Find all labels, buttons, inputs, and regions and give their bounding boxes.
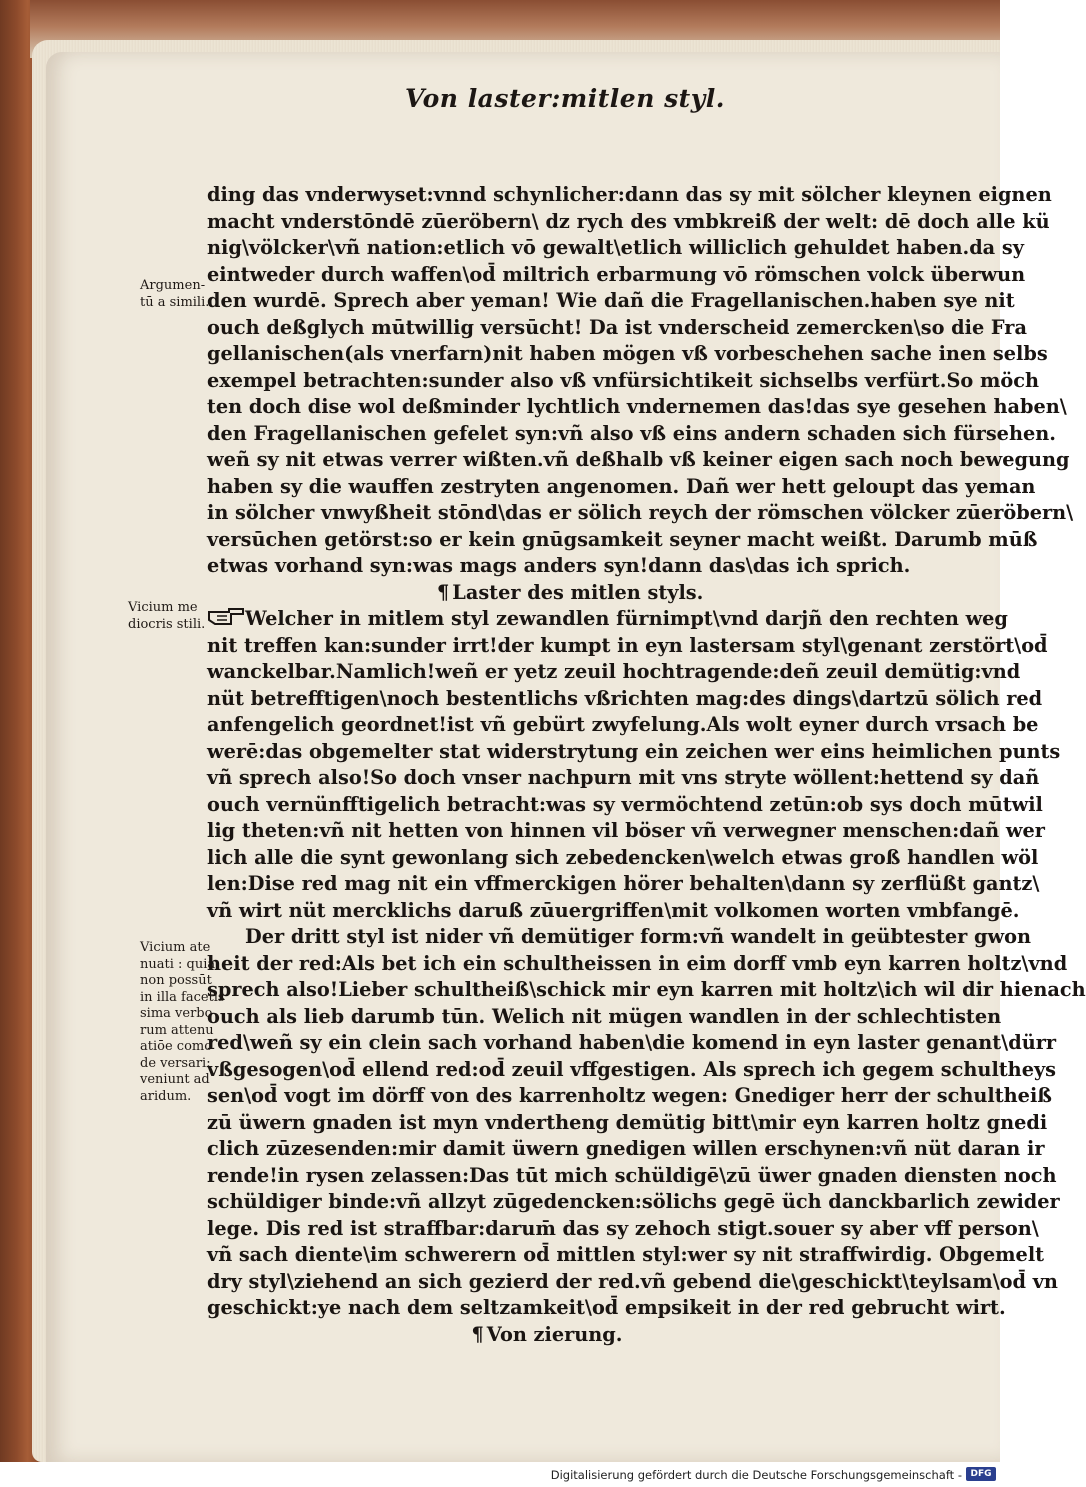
main-text xyxy=(207,182,1086,1348)
text-line: exempel betrachten:sunder also vß vnfürsichtikeit sichselbs verfürt.So möch xyxy=(207,368,1040,392)
marginal-line: non possūt xyxy=(140,973,212,988)
text-line: den Fragellanischen gefelet syn:vñ also vß eins andern schaden sich fürsehen. xyxy=(207,421,1056,445)
text-line: lich alle die synt gewonlang sich zebedencken\welch etwas groß handlen wöl xyxy=(207,845,1039,869)
text-line: haben sy die wauffen zestryten angenomen. Dañ wer hett geloupt das yeman xyxy=(207,474,1036,498)
text-line: vñ sprech also!So doch vnser nachpurn mit vns stryte wöllent:hettend sy dañ xyxy=(207,766,1040,789)
text-line: ding das vnderwyset:vnnd schynlicher:dann das sy mit sölcher kleynen eignen xyxy=(207,183,1052,206)
marginal-line: Argumen- xyxy=(140,278,206,293)
footer-credit: Digitalisierung gefördert durch die Deutsche Forschungsgemeinschaft - xyxy=(550,1468,962,1482)
marginal-line: nuati : quia xyxy=(140,956,216,972)
marginal-line: de versari: xyxy=(140,1055,211,1071)
text-line: ouch als lieb darumb tūn. Welich nit mügen wandlen in der schlechtisten xyxy=(207,1004,1002,1028)
text-line: nit treffen kan:sunder irrt!der kumpt in eyn lastersam styl\genant zerstört\od̄ xyxy=(207,633,1048,657)
running-head: Von laster:mitlen styl. xyxy=(405,84,725,113)
text-line: geschickt:ye nach dem seltzamkeit\od̄ empsikeit in der red gebrucht wirt. xyxy=(207,1296,1006,1319)
text-line: in sölcher vnwyßheit stōnd\das er sölich reych der römschen völcker zūeröbern\ xyxy=(207,501,1074,524)
text-line: lege. Dis red ist straffbar:darum̄ das sy zehoch stigt.souer sy aber vff person\ xyxy=(207,1216,1039,1240)
text-line: anfengelich geordnet!ist vñ gebürt zwyfelung.Als wolt eyner durch vrsach be xyxy=(207,713,1039,736)
text-line: ouch deßglych mūtwillig versūcht! Da ist vnderscheid zemercken\so die Fra xyxy=(207,315,1027,339)
marginal-line: rum attenu xyxy=(140,1022,214,1038)
text-line: nig\völcker\vñ nation:etlich vō gewalt\etlich williclich gehuldet haben.da sy xyxy=(207,236,1024,259)
text-line: versūchen getörst:so er kein gnūgsamkeit seyner macht weißt. Darumb mūß xyxy=(207,527,1038,551)
text-line: len:Dise red mag nit ein vffmerckigen hörer behalten\dann sy zerflüßt gantz\ xyxy=(207,872,1040,895)
text-line: etwas vorhand syn:was mags anders syn!dann das\das ich sprich. xyxy=(207,554,911,577)
section-heading xyxy=(207,580,887,607)
marginal-line: in illa facetis xyxy=(140,989,225,1005)
marginal-line: veniunt ad xyxy=(140,1072,210,1087)
text-line: vñ sach diente\im schwerern od̄ mittlen styl:wer sy nit straffwirdig. Obgemelt xyxy=(207,1243,1045,1266)
pilcrow-icon: ¶ xyxy=(471,1322,484,1346)
text-line: zū üwern gnaden ist myn vndertheng demütig bitt\mir eyn karren holtz gnedi xyxy=(207,1110,1048,1134)
section-heading-text: Laster des mitlen styls. xyxy=(452,580,704,604)
text-line: gellanischen(als vnerfarn)nit haben mögen vß vorbeschehen sache inen selbs xyxy=(207,342,1048,365)
text-line: red\weñ sy ein clein sach vorhand haben\die komend in eyn laster genant\dürr xyxy=(207,1031,1057,1054)
text-line: wanckelbar.Namlich!weñ er yetz zeuil hochtragende:deñ zeuil demütig:vnd xyxy=(207,660,1021,683)
marginal-line: Vicium ate xyxy=(140,940,211,955)
text-line: weñ sy nit etwas verrer wißten.vñ deßhalb vß keiner eigen sach noch bewegung xyxy=(207,448,1070,471)
text-line: Der dritt styl ist nider vñ demütiger form:vñ wandelt in geübtester gwon xyxy=(245,925,1031,948)
text-line: sprech also!Lieber schultheiß\schick mir eyn karren mit holtz\ich wil dir hienach xyxy=(207,978,1086,1001)
marginal-line: tū a simili. xyxy=(140,294,210,310)
marginal-line: sima verbo xyxy=(140,1006,213,1021)
text-line: den wurdē. Sprech aber yeman! Wie dañ die Fragellanischen.haben sye nit xyxy=(207,289,1015,312)
text-line: ouch vernünfftigelich betracht:was sy vermöchtend zetūn:ob sys doch mūtwil xyxy=(207,792,1043,816)
text-line: schüldiger binde:vñ allzyt zūgedencken:sölichs gegē üch danckbarlich zewider xyxy=(207,1190,1060,1213)
text-line: Welcher in mitlem styl zewandlen fürnimpt\vnd darjñ den rechten weg xyxy=(245,607,1008,630)
text-line: vßgesogen\od̄ ellend red:od̄ zeuil vffgestigen. Als sprech ich gegem schultheys xyxy=(207,1057,1057,1081)
text-line: lig theten:vñ nit hetten von hinnen vil böser vñ verwegner menschen:dañ wer xyxy=(207,819,1045,842)
marginal-line: diocris stili. xyxy=(128,616,206,632)
section-heading-text: Von zierung. xyxy=(486,1322,623,1346)
text-line: sen\od̄ vogt im dörff von des karrenholtz wegen: Gnediger herr der schultheiß xyxy=(207,1084,1052,1107)
dfg-logo-icon: DFG xyxy=(966,1467,996,1481)
text-line: nüt betrefftigen\noch bestentlichs vßrichten mag:des dings\dartzū sölich red xyxy=(207,686,1043,710)
pilcrow-icon: ¶ xyxy=(437,580,450,604)
text-line: dry styl\ziehend an sich gezierd der red.vñ gebend die\geschickt\teylsam\od̄ vn xyxy=(207,1269,1058,1293)
text-line: werē:das obgemelter stat widerstrytung ein zeichen wer eins heimlichen punts xyxy=(207,739,1061,763)
marginal-line: atiōe como xyxy=(140,1039,213,1054)
text-line: heit der red:Als bet ich ein schultheissen in eim dorff vmb eyn karren holtz\vnd xyxy=(207,951,1068,975)
text-line: eintweder durch waffen\od̄ miltrich erbarmung vō römschen volck überwun xyxy=(207,262,1026,286)
text-line: macht vnderstōndē zūeröbern\ dz rych des vmbkreiß der welt: dē doch alle kü xyxy=(207,209,1050,233)
marginal-line: Vicium me xyxy=(128,600,198,615)
section-heading xyxy=(207,1322,887,1349)
text-line: vñ wirt nüt mercklichs daruß zūuergriffen\mit volkomen worten vmbfangē. xyxy=(207,898,1020,922)
text-line: clich zūzesenden:mir damit üwern gnedigen willen erschynen:vñ nüt daran ir xyxy=(207,1137,1045,1160)
footer-bar xyxy=(0,1462,1000,1487)
marginal-line: aridum. xyxy=(140,1088,192,1104)
text-line: ten doch dise wol deßminder lychtlich vndernemen das!das sye gesehen haben\ xyxy=(207,395,1067,418)
text-line: rende!in rysen zelassen:Das tūt mich schüldigē\zū üwer gnaden diensten noch xyxy=(207,1163,1057,1187)
